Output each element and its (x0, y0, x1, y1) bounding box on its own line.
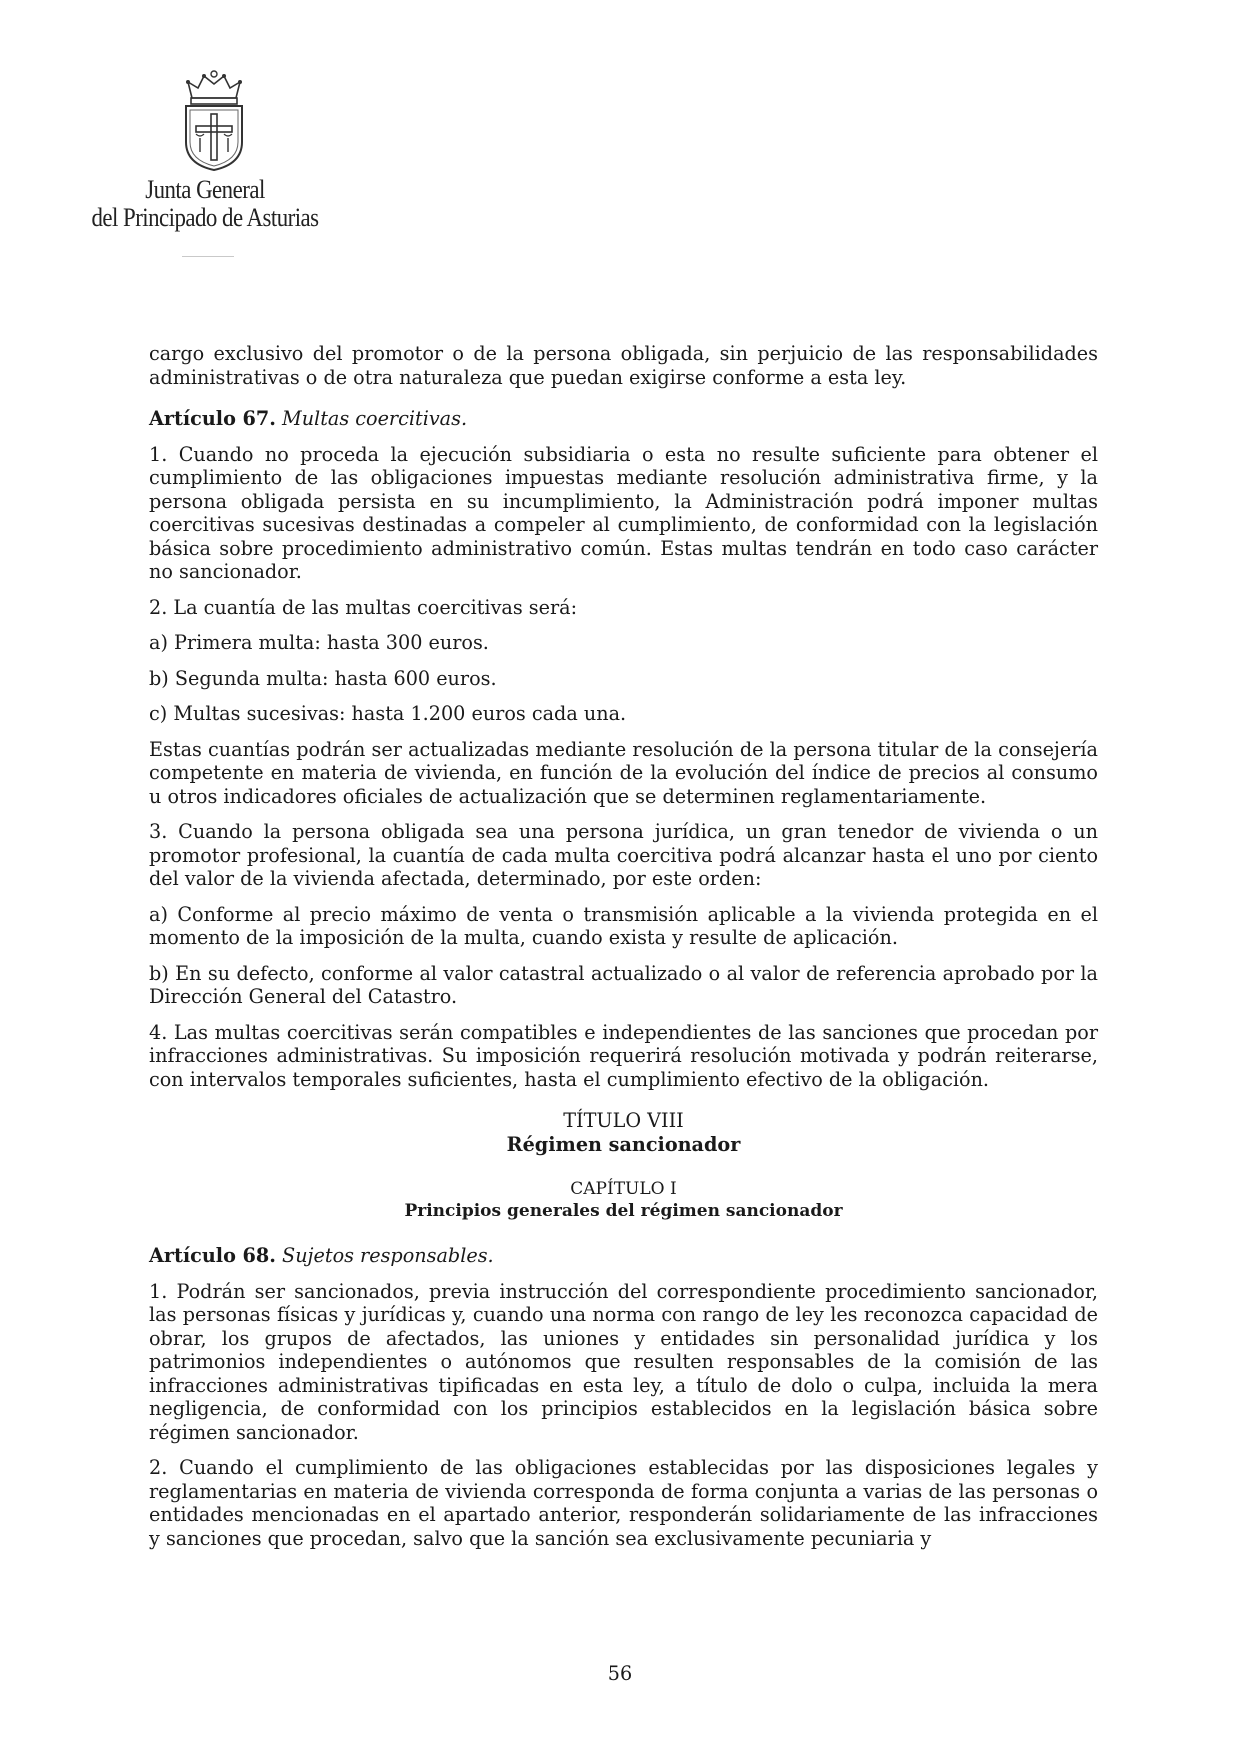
article-67-item-2c: c) Multas sucesivas: hasta 1.200 euros cada una. (149, 702, 627, 725)
chapter-label: CAPÍTULO I (570, 1179, 677, 1199)
article-68-label: Artículo 68. (149, 1244, 276, 1267)
article-67-label: Artículo 67. (149, 407, 276, 430)
document-body (149, 342, 1098, 1562)
institution-name-line1: Junta General (145, 175, 265, 204)
article-67-item-2a: a) Primera multa: hasta 300 euros. (149, 631, 489, 654)
article-67-item-2b: b) Segunda multa: hasta 600 euros. (149, 666, 497, 690)
title-name: Régimen sancionador (506, 1132, 741, 1156)
article-67-paragraph-3: 3. Cuando la persona obligada sea una persona jurídica, un gran tenedor de vivienda o un promotor profesional, la cuantía de cada multa coercitiva podrá alcanzar hasta el uno por ciento del valor de la vivienda afectada, determinado, por este orden: (149, 820, 1098, 890)
article-67-paragraph-2: 2. La cuantía de las multas coercitivas será: (149, 595, 578, 619)
page-number: 56 (607, 1662, 633, 1685)
article-67-paragraph-4: 4. Las multas coercitivas serán compatibles e independientes de las sanciones que procedan por infracciones administrativas. Su imposición requerirá resolución motivada y podrán reiterarse, con intervalos temporales suficientes, hasta el cumplimiento efectivo de la obligación. (149, 1020, 1098, 1091)
article-67-title: Multas coercitivas. (282, 407, 468, 430)
article-68-title: Sujetos responsables. (282, 1244, 494, 1267)
paragraph-intro: cargo exclusivo del promotor o de la persona obligada, sin perjuicio de las responsabilidades administrativas o de otra naturaleza que puedan exigirse conforme a esta ley. (149, 342, 1098, 389)
title-label: TÍTULO VIII (563, 1109, 684, 1132)
article-67-paragraph-1: 1. Cuando no proceda la ejecución subsidiaria o esta no resulte suficiente para obtener el cumplimiento de las obligaciones impuestas mediante resolución administrativa firme, y la persona obligada persista en su incumplimiento, la Administración podrá imponer multas coercitivas sucesivas destinadas a compeler al cumplimiento, de conformidad con la legislación básica sobre procedimiento administrativo común. Estas multas tendrán en todo caso carácter no sancionador. (149, 442, 1098, 583)
header-divider (182, 256, 234, 257)
article-68-paragraph-1: 1. Podrán ser sancionados, previa instrucción del correspondiente procedimiento sancionador, las personas físicas y jurídicas y, cuando una norma con rango de ley les reconozca capacidad de obrar, los grupos de afectados, las uniones y entidades sin personalidad jurídica y los patrimonios independientes o autónomos que resulten responsables de la comisión de las infracciones administrativas tipificadas en esta ley, a título de dolo o culpa, incluida la mera negligencia, de conformidad con los principios establecidos en la legislación básica sobre régimen sancionador. (149, 1279, 1098, 1444)
article-67-item-3b: b) En su defecto, conforme al valor catastral actualizado o al valor de referencia aprobado por la Dirección General del Catastro. (149, 961, 1098, 1008)
institution-name (60, 176, 350, 232)
article-68-paragraph-2: 2. Cuando el cumplimiento de las obligaciones establecidas por las disposiciones legales y reglamentarias en materia de vivienda corresponda de forma conjunta a varias de las personas o entidades mencionadas en el apartado anterior, responderán solidariamente de las infracciones y sanciones que procedan, salvo que la sanción sea exclusivamente pecuniaria y (149, 1456, 1098, 1550)
coat-of-arms-icon (178, 68, 250, 172)
article-67-heading (149, 407, 1098, 431)
article-67-item-3a: a) Conforme al precio máximo de venta o transmisión aplicable a la vivienda protegida en el momento de la imposición de la multa, cuando exista y resulte de aplicación. (149, 902, 1098, 949)
institution-name-line2: del Principado de Asturias (91, 203, 319, 232)
article-67-paragraph-2-update: Estas cuantías podrán ser actualizadas mediante resolución de la persona titular de la consejería competente en materia de vivienda, en función de la evolución del índice de precios al consumo u otros indicadores oficiales de actualización que se determinen reglamentariamente. (149, 737, 1098, 808)
article-68-heading (149, 1244, 1098, 1268)
chapter-name: Principios generales del régimen sancionador (404, 1201, 843, 1221)
